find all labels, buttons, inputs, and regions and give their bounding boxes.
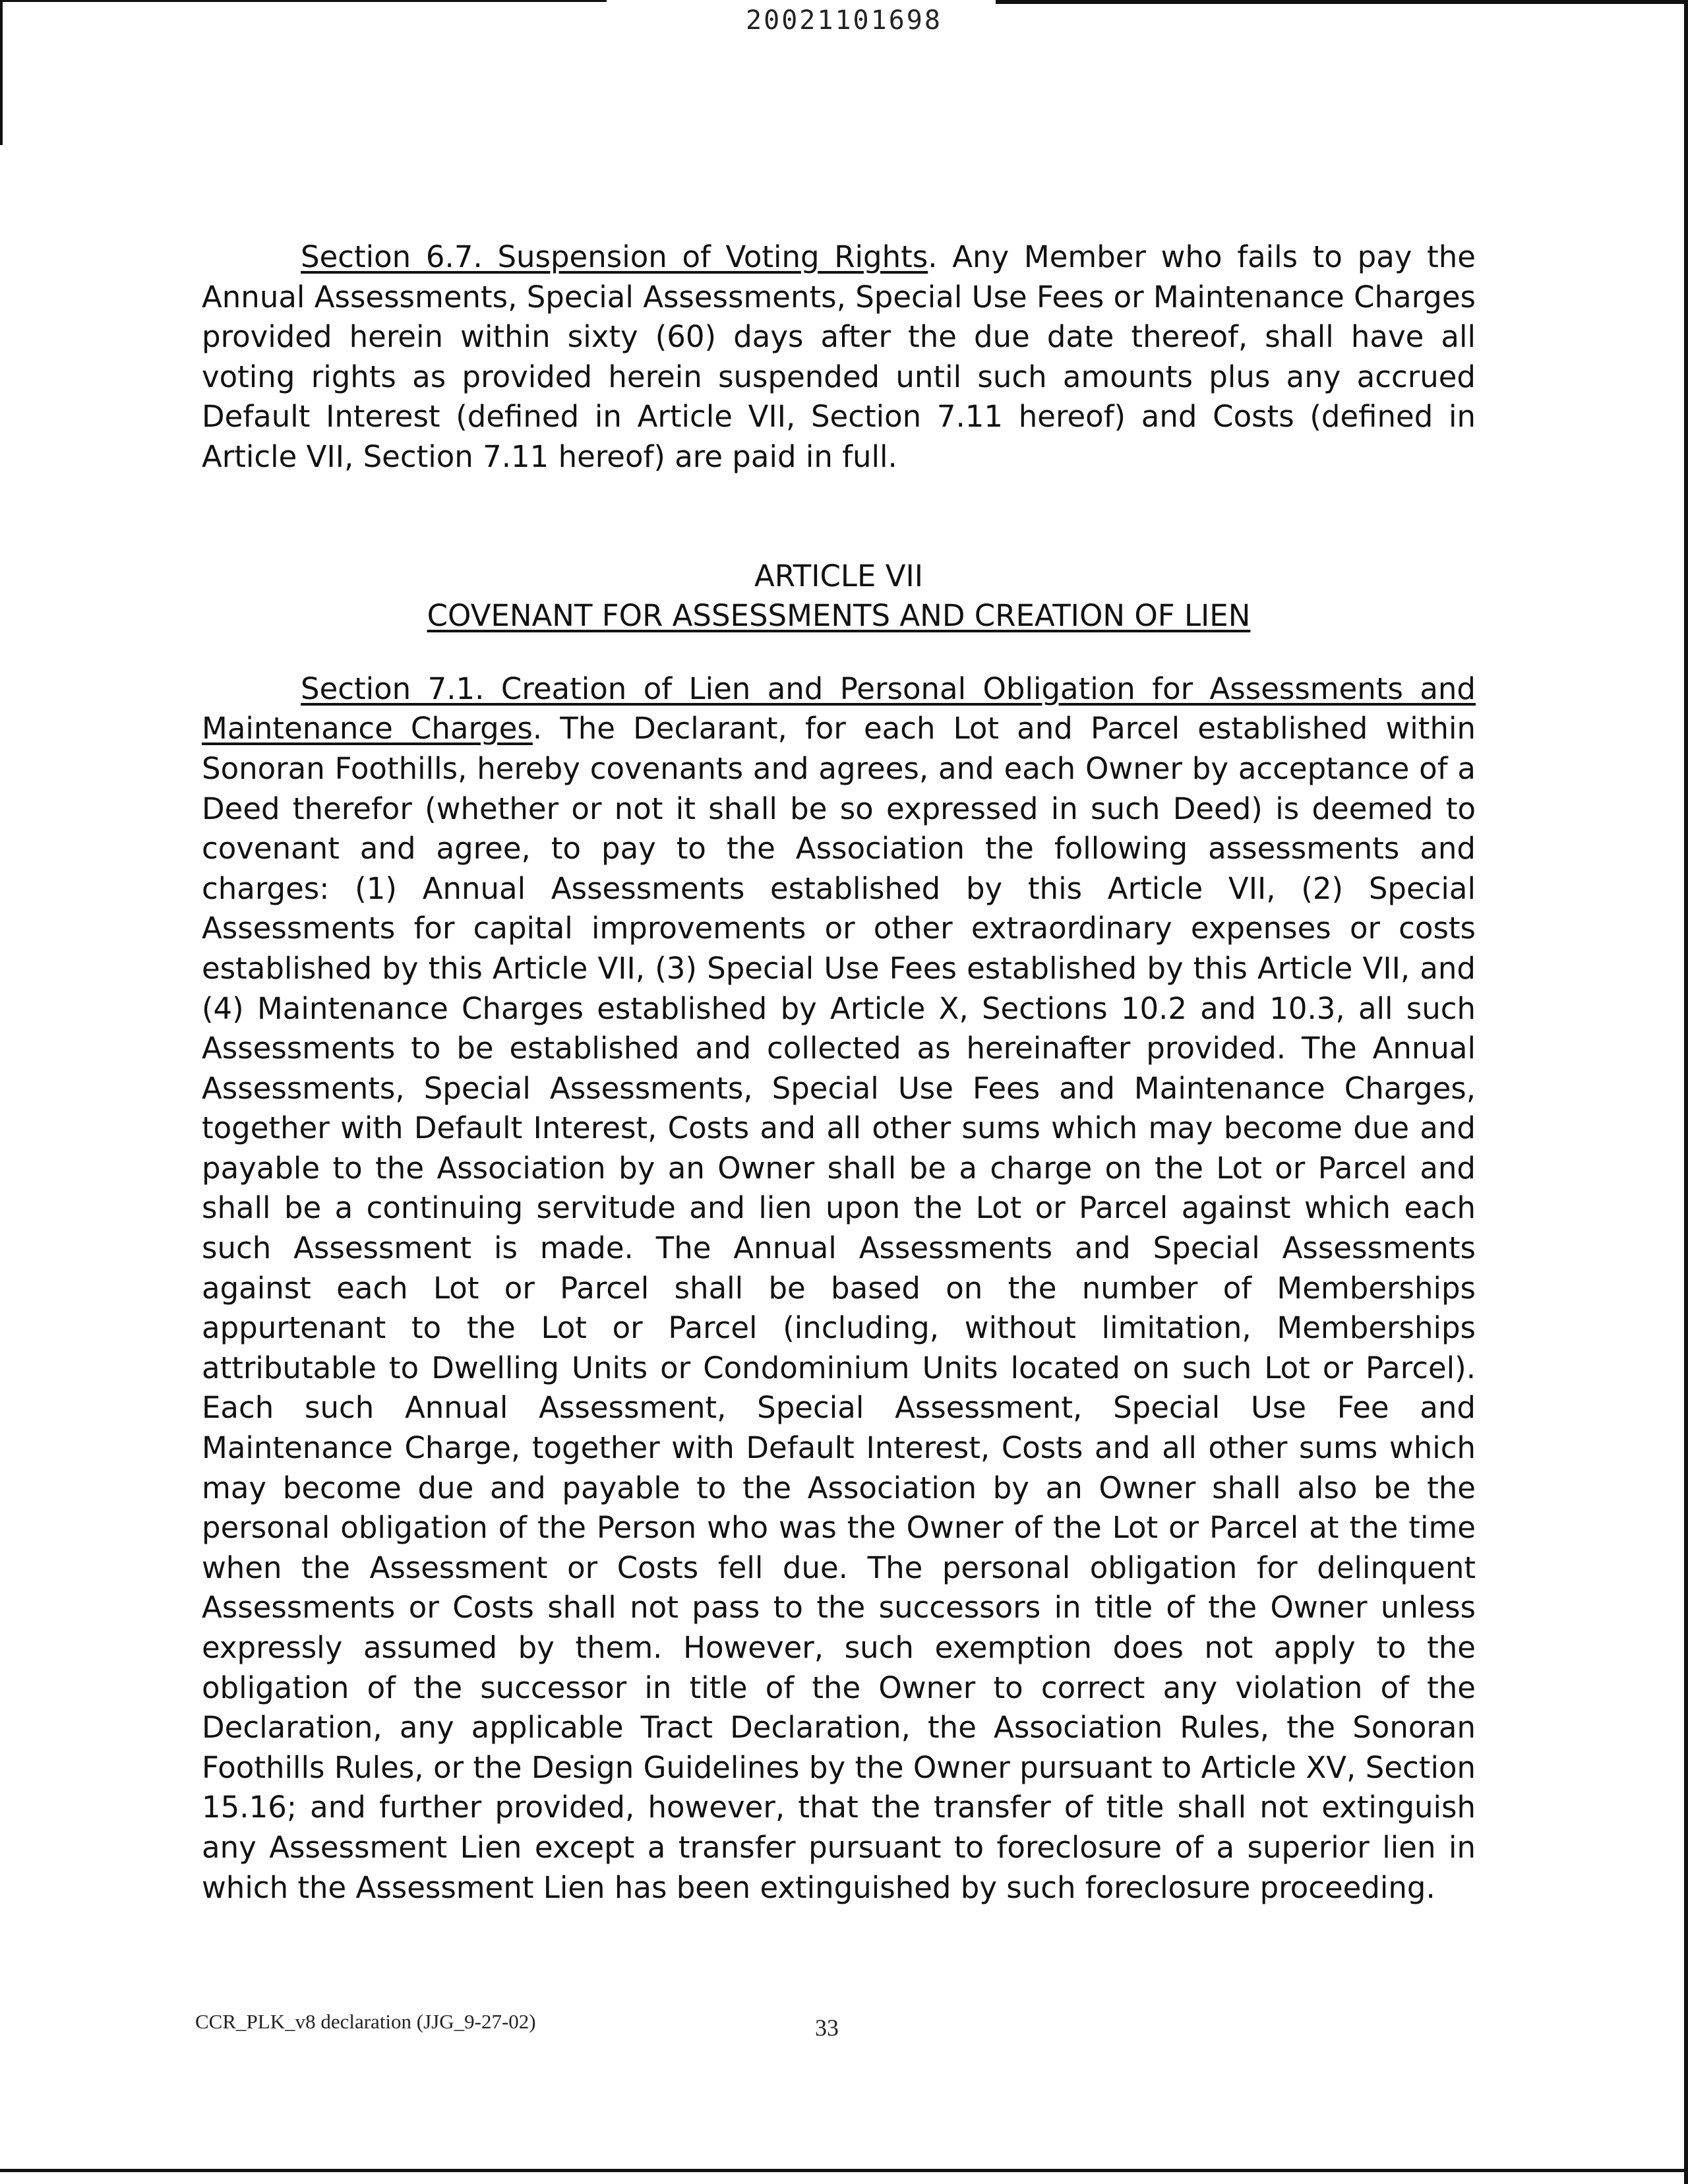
- page-body: [202, 237, 1476, 1908]
- section-6-7-paragraph: [202, 237, 1476, 477]
- section-6-7-heading: Section 6.7. Suspension of Voting Rights: [301, 239, 928, 274]
- section-7-1-heading: Section 7.1. Creation of Lien and Personal Obligation for Assessments and Maintenance Charges: [202, 671, 1476, 746]
- recording-number: 20021101698: [746, 5, 942, 36]
- article-subtitle: COVENANT FOR ASSESSMENTS AND CREATION OF LIEN: [427, 598, 1251, 634]
- footer-file-reference: CCR_PLK_v8 declaration (JJG_9-27-02): [195, 2010, 536, 2033]
- scan-border-right: [1684, 0, 1688, 2184]
- article-title: ARTICLE VII: [754, 558, 924, 593]
- scan-border-top-left: [0, 0, 607, 2]
- section-7-1-body: . The Declarant, for each Lot and Parcel established within Sonoran Foothills, hereby covenants and agrees, and each Owner by acceptance of a Deed therefor (whether or not it shall be so expressed in such Deed) is deemed to covenant and agree, to pay to the Association the following assessments and charges: (1) Annual Assessments established by this Article VII, (2) Special Assessments for capital improvements or other extraordinary expenses or costs established by this Article VII, (3) Special Use Fees established by this Article VII, and (4) Maintenance Charges established by Article X, Sections 10.2 and 10.3, all such Assessments to be established and collected as hereinafter provided. The Annual Assessments, Special Assessments, Special Use Fees and Maintenance Charges, together with Default Interest, Costs and all other sums which may become due and payable to the Association by an Owner shall be a charge on the Lot or Parcel and shall be a continuing servitude and lien upon the Lot or Parcel against which each such Assessment is made. The Annual Assessments and Special Assessments against each Lot or Parcel shall be based on the number of Memberships appurtenant to the Lot or Parcel (including, without limitation, Memberships attributable to Dwelling Units or Condominium Units located on such Lot or Parcel). Each such Annual Assessment, Special Assessment, Special Use Fee and Maintenance Charge, together with Default Interest, Costs and all other sums which may become due and payable to the Association by an Owner shall also be the personal obligation of the Person who was the Owner of the Lot or Parcel at the time when the Assessment or Costs fell due. The personal obligation for delinquent Assessments or Costs shall not pass to the successors in title of the Owner unless expressly assumed by them. However, such exemption does not apply to the obligation of the successor in title of the Owner to correct any violation of the Declaration, any applicable Tract Declaration, the Association Rules, the Sonoran Foothills Rules, or the Design Guidelines by the Owner pursuant to Article XV, Section 15.16; and further provided, however, that the transfer of title shall not extinguish any Assessment Lien except a transfer pursuant to foreclosure of a superior lien in which the Assessment Lien has been extinguished by such foreclosure proceeding.: [202, 711, 1476, 1905]
- footer-page-number: 33: [815, 2015, 839, 2041]
- section-7-1-paragraph: [202, 669, 1476, 1908]
- scan-border-top-right: [996, 0, 1688, 4]
- article-heading: [202, 557, 1476, 636]
- scan-border-bottom: [0, 2169, 1688, 2172]
- section-6-7-body: . Any Member who fails to pay the Annual Assessments, Special Assessments, Special Use Fees or Maintenance Charges provided herein within sixty (60) days after the due date thereof, shall have all voting rights as provided herein suspended until such amounts plus any accrued Default Interest (defined in Article VII, Section 7.11 hereof) and Costs (defined in Article VII, Section 7.11 hereof) are paid in full.: [202, 239, 1476, 474]
